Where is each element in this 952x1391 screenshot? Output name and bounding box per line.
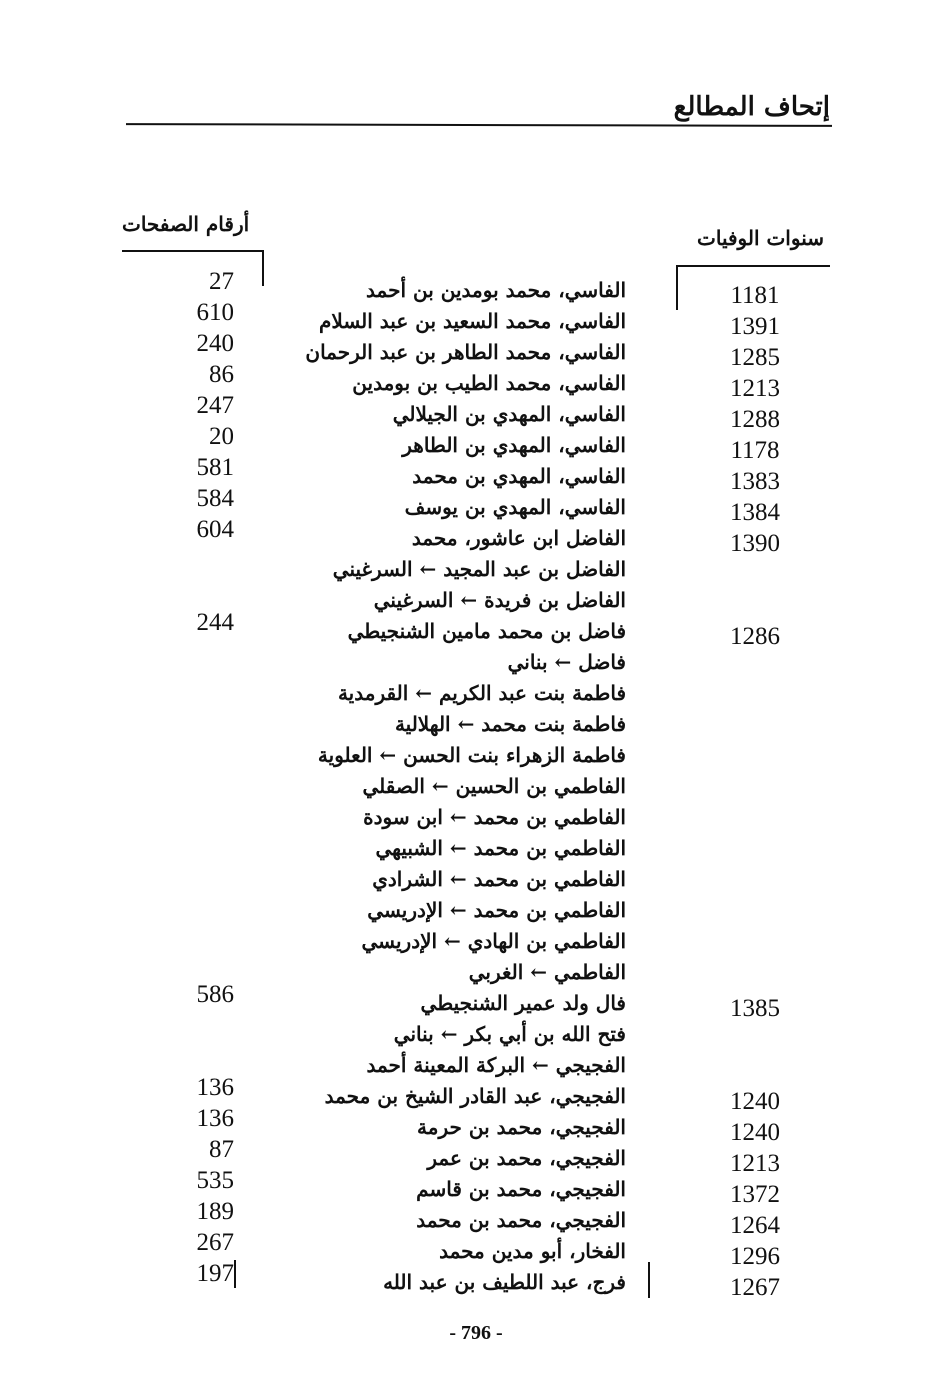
entry-name-cell: فرج، عبد اللطيف بن عبد الله [383, 1270, 626, 1294]
entry-name-cell: فاطمة بنت عبد الكريم ← القرمدية [337, 681, 626, 705]
death-year-cell: 1213 [730, 1150, 780, 1177]
death-year-cell: 1240 [730, 1088, 780, 1115]
death-year-cell: 1390 [730, 530, 780, 557]
death-year-cell: 1384 [730, 499, 780, 526]
index-row [0, 330, 952, 371]
pages-column-top-rule [122, 250, 264, 252]
entry-name-cell: الفاسي، المهدي بن محمد [412, 464, 626, 488]
entry-name-cell: الفاطمي بن الهادي ← الإدريسي [361, 929, 626, 953]
entry-name-cell: الفجيجي، عبد القادر الشيخ بن محمد [324, 1084, 626, 1108]
entry-name-cell: الفاطمي بن محمد ← الشبيهي [375, 836, 626, 860]
page-number: - 796 - [449, 1322, 503, 1344]
entry-name-cell: فاضل بن محمد مامين الشنجيطي [347, 619, 626, 643]
entry-name-cell: الفجيجي، محمد بن محمد [416, 1208, 626, 1232]
index-row [0, 1012, 952, 1046]
index-row [0, 795, 952, 829]
index-row [0, 1136, 952, 1177]
death-year-cell: 1264 [730, 1212, 780, 1239]
page-number-cell: 586 [196, 981, 234, 1008]
entry-name-cell: الفاطمي بن محمد ← الشرادي [372, 867, 626, 891]
index-row [0, 640, 952, 674]
page-number-cell: 87 [209, 1136, 234, 1163]
page-number-cell: 581 [196, 454, 234, 481]
index-row [0, 361, 952, 402]
page-number-cell: 27 [209, 268, 234, 295]
index-row [0, 950, 952, 984]
death-year-cell: 1240 [730, 1119, 780, 1146]
index-row [0, 1229, 952, 1270]
page-number-cell: 189 [196, 1198, 234, 1225]
entry-name-cell: فاطمة الزهراء بنت الحسن ← العلوية [317, 743, 626, 767]
entry-name-cell: الفاسي، المهدي بن الجيلالي [392, 402, 626, 426]
entry-name-cell: الفجيجي، محمد بن عمر [427, 1146, 626, 1170]
index-row [0, 392, 952, 433]
entry-name-cell: الفاسي، محمد بومدين بن أحمد [366, 278, 626, 302]
index-row [0, 733, 952, 767]
index-row [0, 671, 952, 705]
index-row [0, 702, 952, 736]
index-row [0, 981, 952, 1022]
index-row [0, 1260, 952, 1301]
death-year-cell: 1213 [730, 375, 780, 402]
death-year-cell: 1286 [730, 623, 780, 650]
index-row [0, 857, 952, 891]
death-year-cell: 1296 [730, 1243, 780, 1270]
death-year-cell: 1372 [730, 1181, 780, 1208]
page-number-cell: 20 [209, 423, 234, 450]
entry-name-cell: الفاضل بن عبد المجيد ← السرغيني [332, 557, 626, 581]
index-row [0, 423, 952, 464]
index-row [0, 1198, 952, 1239]
index-row [0, 578, 952, 612]
page-number-cell: 584 [196, 485, 234, 512]
entry-name-cell: الفاطمي بن محمد ← الإدريسي [367, 898, 626, 922]
entry-name-cell: الفاضل بن فريدة ← السرغيني [373, 588, 626, 612]
page-number-cell: 610 [196, 299, 234, 326]
index-row [0, 1167, 952, 1208]
page-number-cell: 136 [196, 1105, 234, 1132]
entry-name-cell: الفاطمي بن الحسين ← الصقلي [362, 774, 626, 798]
entry-name-cell: الفاسي، محمد الطيب بن بومدين [352, 371, 626, 395]
index-row [0, 268, 952, 309]
page-number-cell: 197 [196, 1260, 234, 1287]
index-table [0, 268, 952, 1301]
index-row [0, 919, 952, 953]
index-row [0, 609, 952, 650]
page-number-cell: 247 [196, 392, 234, 419]
index-row [0, 485, 952, 526]
entry-name-cell: فتح الله بن أبي بكر ← بناني [393, 1022, 626, 1046]
death-year-cell: 1385 [730, 995, 780, 1022]
index-row [0, 1105, 952, 1146]
entry-name-cell: الفاسي، محمد الطاهر بن عبد الرحمان [305, 340, 626, 364]
index-row [0, 547, 952, 581]
entry-name-cell: الفجيجي، محمد بن قاسم [416, 1177, 626, 1201]
page-number-cell: 244 [196, 609, 234, 636]
entry-name-cell: الفجيجي، محمد بن حرمة [417, 1115, 626, 1139]
entry-name-cell: الفجيجي ← البركة المعينة أحمد [366, 1053, 626, 1077]
death-year-cell: 1267 [730, 1274, 780, 1301]
years-column-title: سنوات الوفيات [697, 226, 824, 250]
index-row [0, 888, 952, 922]
page-number-cell: 267 [196, 1229, 234, 1256]
death-year-cell: 1178 [730, 437, 780, 464]
entry-name-cell: فاطمة بنت محمد ← الهلالية [394, 712, 626, 736]
entry-name-cell: الفاسي، محمد السعيد بن عبد السلام [319, 309, 626, 333]
entry-name-cell: فال ولد عمير الشنجيطي [420, 991, 626, 1015]
death-year-cell: 1181 [730, 282, 780, 309]
entry-name-cell: الفاسي، المهدي بن يوسف [404, 495, 626, 519]
years-column-top-rule [676, 265, 830, 267]
index-row [0, 516, 952, 557]
running-title: إتحاف المطالع [673, 92, 830, 122]
page-number-cell: 136 [196, 1074, 234, 1101]
index-row [0, 1043, 952, 1077]
header-rule [126, 123, 832, 127]
index-row [0, 764, 952, 798]
index-row [0, 299, 952, 340]
page-number-cell: 604 [196, 516, 234, 543]
death-year-cell: 1391 [730, 313, 780, 340]
entry-name-cell: الفاطمي بن محمد ← ابن سودة [363, 805, 626, 829]
index-row [0, 826, 952, 860]
entry-name-cell: الفاطمي ← الغربي [468, 960, 626, 984]
death-year-cell: 1285 [730, 344, 780, 371]
page-number-cell: 535 [196, 1167, 234, 1194]
entry-name-cell: الفخار، أبو مدين محمد [439, 1239, 626, 1263]
entry-name-cell: الفاسي، المهدي بن الطاهر [402, 433, 626, 457]
entry-name-cell: فاضل ← بناني [507, 650, 626, 674]
page-number-cell: 240 [196, 330, 234, 357]
pages-column-title: أرقام الصفحات [122, 212, 250, 236]
death-year-cell: 1288 [730, 406, 780, 433]
death-year-cell: 1383 [730, 468, 780, 495]
index-row [0, 1074, 952, 1115]
page-number-cell: 86 [209, 361, 234, 388]
index-row [0, 454, 952, 495]
entry-name-cell: الفاضل ابن عاشور، محمد [411, 526, 626, 550]
